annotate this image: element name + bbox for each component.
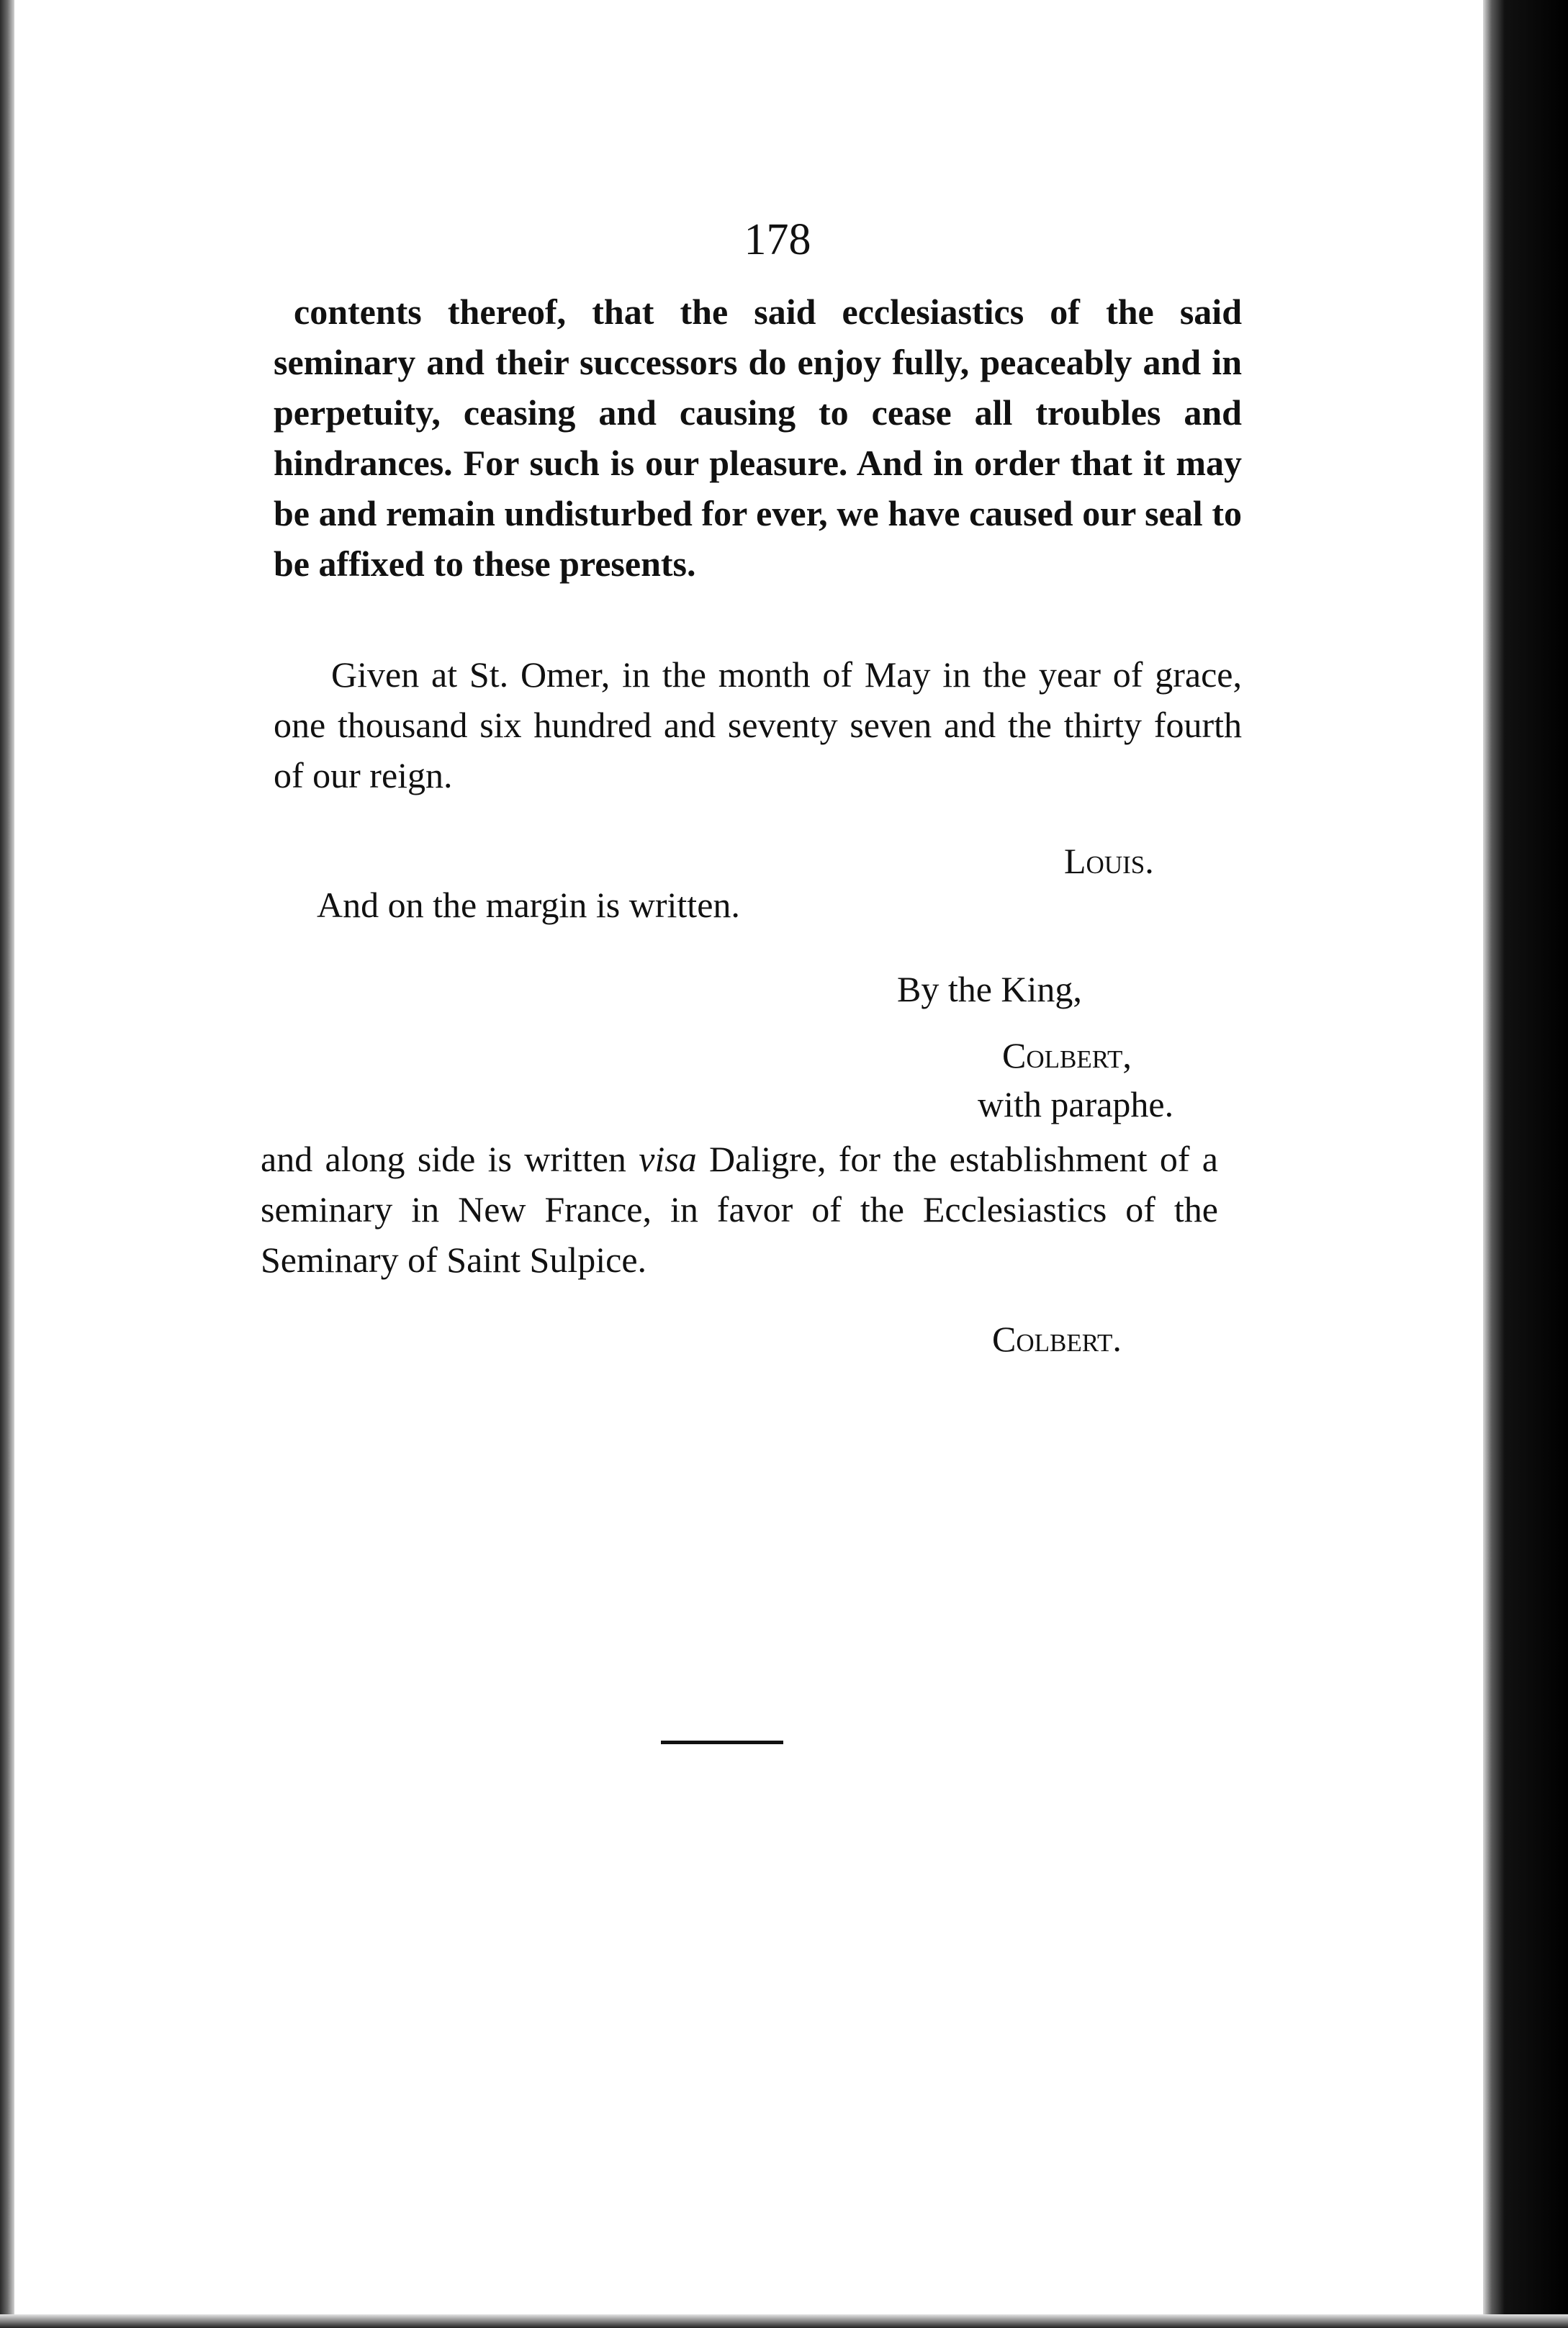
paragraph-alongside: [261, 1134, 1218, 1285]
with-paraphe: with paraphe.: [978, 1084, 1174, 1124]
paragraph-given-at: Given at St. Omer, in the month of May in the year of grace, one thousand six hundred and seventy seven and the thirty fourth of our reign.: [274, 654, 1242, 795]
final-signature-colbert: Colbert.: [992, 1319, 1122, 1359]
end-rule: [661, 1741, 783, 1744]
right-scan-edge: [1483, 0, 1568, 2328]
page-number: 178: [744, 215, 811, 264]
bottom-scan-edge: [0, 2314, 1568, 2328]
paragraph-contents: contents thereof, that the said ecclesiastics of the said seminary and their successors do enjoy fully, peaceably and in perpetuity, ceasing and causing to cease all troubles and hindrances. For such is our pleasure. And in order that it may be and remain undisturbed for ever, we have caused our seal to be affixed to these presents.: [274, 292, 1242, 584]
by-the-king: By the King,: [897, 969, 1082, 1009]
alongside-text-after: Daligre, for the establishment of a seminary in New France, in favor of the Ecclesiastics of the Seminary of Saint Sulpice.: [261, 1139, 1219, 1280]
signature-colbert: Colbert,: [1002, 1035, 1132, 1075]
alongside-text-before: and along side is written: [261, 1139, 639, 1179]
margin-note: And on the margin is written.: [317, 885, 740, 925]
left-scan-edge: [0, 0, 14, 2328]
alongside-italic-visa: visa: [639, 1139, 697, 1179]
signature-louis: Louis.: [1064, 841, 1154, 881]
